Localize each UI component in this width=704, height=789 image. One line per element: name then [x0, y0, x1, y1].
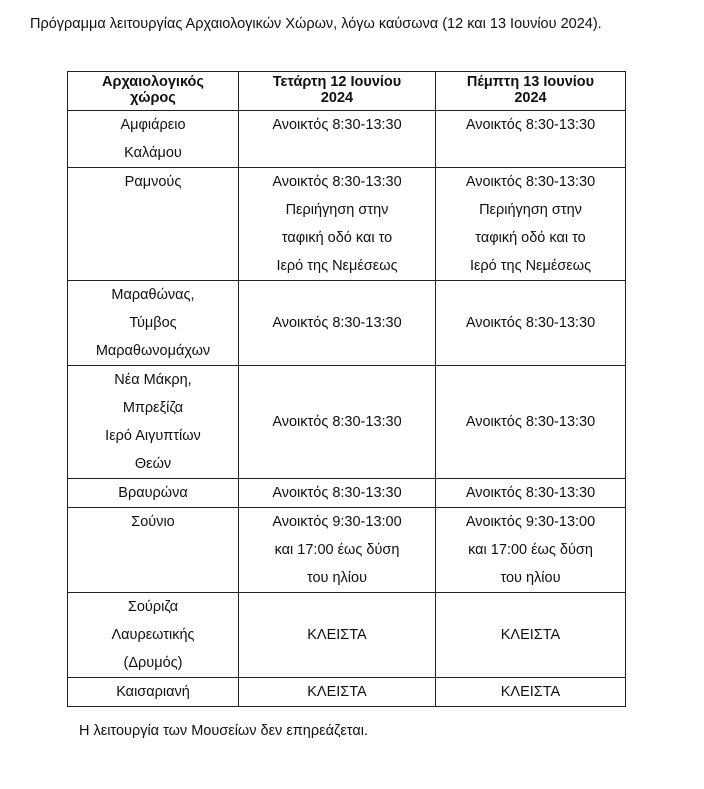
cell-thursday: Ανοικτός 8:30-13:30 [436, 479, 626, 508]
cell-thursday: Ανοικτός 8:30-13:30 [436, 111, 626, 168]
cell-wednesday: Ανοικτός 8:30-13:30 Περιήγηση στην ταφική οδό και το Ιερό της Νεμέσεως [239, 168, 436, 281]
cell-wednesday: ΚΛΕΙΣΤΑ [239, 593, 436, 678]
table-header-row [68, 72, 626, 111]
cell-site: Σούνιο [68, 508, 239, 593]
cell-wednesday: Ανοικτός 9:30-13:00 και 17:00 έως δύση του ηλίου [239, 508, 436, 593]
cell-thursday: Ανοικτός 9:30-13:00 και 17:00 έως δύση του ηλίου [436, 508, 626, 593]
header-site: Αρχαιολογικός χώρος [68, 72, 239, 111]
cell-site: Νέα Μάκρη, Μπρεξίζα Ιερό Αιγυπτίων Θεών [68, 366, 239, 479]
cell-thursday: ΚΛΕΙΣΤΑ [436, 678, 626, 707]
table-row [68, 366, 626, 479]
cell-wednesday: Ανοικτός 8:30-13:30 [239, 479, 436, 508]
document-title: Πρόγραμμα λειτουργίας Αρχαιολογικών Χώρων, λόγω καύσωνα (12 και 13 Ιουνίου 2024). [30, 16, 602, 32]
cell-thursday: Ανοικτός 8:30-13:30 Περιήγηση στην ταφική οδό και το Ιερό της Νεμέσεως [436, 168, 626, 281]
cell-site: Βραυρώνα [68, 479, 239, 508]
cell-wednesday: Ανοικτός 8:30-13:30 [239, 366, 436, 479]
cell-site: Αμφιάρειο Καλάμου [68, 111, 239, 168]
table-row [68, 593, 626, 678]
table-row [68, 111, 626, 168]
cell-wednesday: ΚΛΕΙΣΤΑ [239, 678, 436, 707]
table-row [68, 479, 626, 508]
cell-site: Ραμνούς [68, 168, 239, 281]
cell-site: Σούριζα Λαυρεωτικής (Δρυμός) [68, 593, 239, 678]
cell-site: Μαραθώνας, Τύμβος Μαραθωνομάχων [68, 281, 239, 366]
cell-site: Καισαριανή [68, 678, 239, 707]
cell-thursday: Ανοικτός 8:30-13:30 [436, 281, 626, 366]
cell-wednesday: Ανοικτός 8:30-13:30 [239, 111, 436, 168]
cell-thursday: ΚΛΕΙΣΤΑ [436, 593, 626, 678]
header-wednesday: Τετάρτη 12 Ιουνίου 2024 [239, 72, 436, 111]
table-row [68, 281, 626, 366]
table-row [68, 678, 626, 707]
table-row [68, 508, 626, 593]
cell-wednesday: Ανοικτός 8:30-13:30 [239, 281, 436, 366]
cell-thursday: Ανοικτός 8:30-13:30 [436, 366, 626, 479]
footer-note: Η λειτουργία των Μουσείων δεν επηρεάζεται. [79, 723, 368, 739]
schedule-table [67, 71, 626, 707]
header-thursday: Πέμπτη 13 Ιουνίου 2024 [436, 72, 626, 111]
table-row [68, 168, 626, 281]
